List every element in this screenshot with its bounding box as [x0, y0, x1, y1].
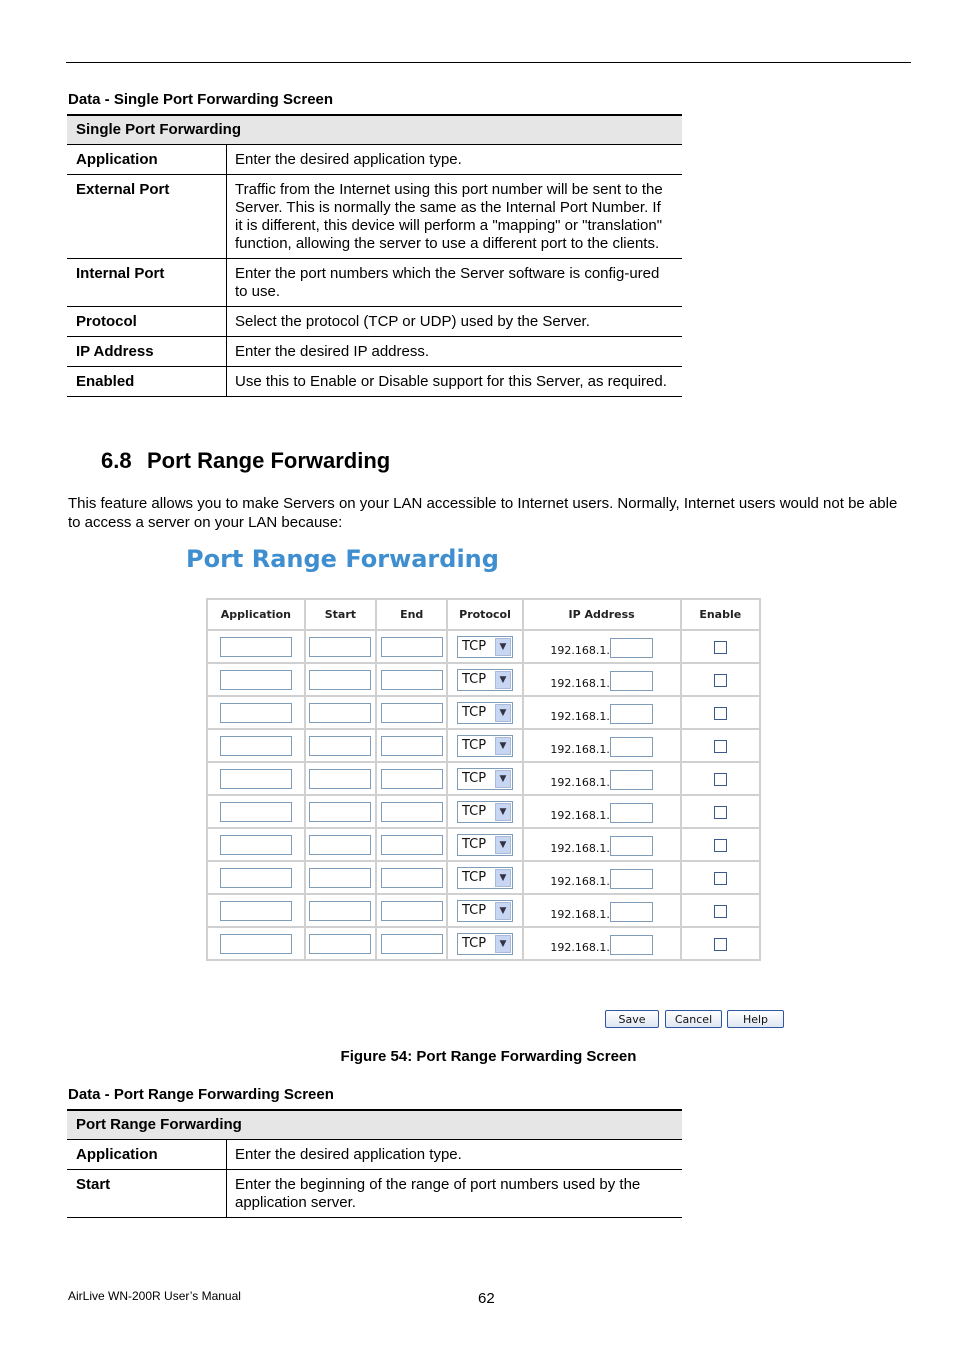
start-cell [305, 861, 376, 894]
screen-title: Port Range Forwarding [186, 545, 499, 573]
enable-checkbox[interactable] [714, 773, 727, 786]
ip-prefix: 192.168.1. [550, 710, 610, 723]
protocol-select[interactable] [457, 669, 513, 691]
row-key: Application [67, 1140, 227, 1170]
end-cell [376, 729, 447, 762]
application-cell [207, 696, 305, 729]
start-port-input[interactable] [309, 637, 371, 657]
protocol-value: TCP [462, 837, 487, 852]
form-row [207, 663, 760, 696]
start-cell [305, 696, 376, 729]
application-input[interactable] [220, 736, 292, 756]
end-cell [376, 663, 447, 696]
ip-last-octet-input[interactable] [610, 902, 653, 922]
protocol-value: TCP [462, 639, 487, 654]
protocol-select[interactable] [457, 834, 513, 856]
section-title: Port Range Forwarding [147, 448, 391, 473]
ip-cell [523, 696, 681, 729]
application-cell [207, 729, 305, 762]
col-ip-address: IP Address [523, 599, 681, 630]
protocol-cell [447, 729, 522, 762]
ip-cell [523, 828, 681, 861]
row-value: Enter the beginning of the range of port numbers used by the application server. [227, 1170, 683, 1218]
form-row [207, 762, 760, 795]
intro-paragraph: This feature allows you to make Servers on your LAN accessible to Internet users. Normally, Internet users would not be able to access a server on your LAN because: [68, 495, 898, 531]
application-input[interactable] [220, 835, 292, 855]
form-row [207, 795, 760, 828]
row-value: Enter the port numbers which the Server software is config-ured to use. [227, 259, 683, 307]
enable-cell [681, 795, 760, 828]
enable-cell [681, 630, 760, 663]
protocol-cell [447, 795, 522, 828]
table-row [67, 1140, 682, 1170]
application-input[interactable] [220, 670, 292, 690]
end-port-input[interactable] [381, 769, 443, 789]
protocol-value: TCP [462, 804, 487, 819]
start-cell [305, 663, 376, 696]
table-caption: Data - Single Port Forwarding Screen [68, 91, 334, 108]
chevron-down-icon[interactable]: ▼ [495, 704, 511, 722]
protocol-select[interactable] [457, 867, 513, 889]
ip-prefix: 192.168.1. [550, 875, 610, 888]
ip-cell [523, 729, 681, 762]
start-port-input[interactable] [309, 670, 371, 690]
cancel-button[interactable]: Cancel [665, 1010, 722, 1028]
ip-prefix: 192.168.1. [550, 809, 610, 822]
protocol-select[interactable] [457, 702, 513, 724]
start-cell [305, 894, 376, 927]
col-application: Application [207, 599, 305, 630]
figure-caption: Figure 54: Port Range Forwarding Screen [340, 1048, 637, 1065]
ip-last-octet-input[interactable] [610, 770, 653, 790]
form-row [207, 894, 760, 927]
protocol-cell [447, 630, 522, 663]
row-key: Enabled [67, 367, 227, 397]
col-enable: Enable [681, 599, 760, 630]
page-number: 62 [478, 1290, 495, 1307]
end-port-input[interactable] [381, 901, 443, 921]
header-rule [66, 62, 911, 63]
protocol-select[interactable] [457, 801, 513, 823]
application-input[interactable] [220, 769, 292, 789]
protocol-select[interactable] [457, 636, 513, 658]
protocol-value: TCP [462, 903, 487, 918]
end-port-input[interactable] [381, 703, 443, 723]
protocol-value: TCP [462, 705, 487, 720]
start-port-input[interactable] [309, 769, 371, 789]
start-cell [305, 762, 376, 795]
table-caption: Data - Port Range Forwarding Screen [68, 1086, 334, 1103]
enable-checkbox[interactable] [714, 938, 727, 951]
end-port-input[interactable] [381, 670, 443, 690]
protocol-value: TCP [462, 870, 487, 885]
start-cell [305, 729, 376, 762]
row-key: IP Address [67, 337, 227, 367]
application-cell [207, 762, 305, 795]
col-protocol: Protocol [447, 599, 522, 630]
row-value: Enter the desired application type. [227, 1140, 683, 1170]
chevron-down-icon[interactable]: ▼ [495, 836, 511, 854]
row-value: Enter the desired application type. [227, 145, 683, 175]
ip-last-octet-input[interactable] [610, 671, 653, 691]
start-port-input[interactable] [309, 934, 371, 954]
enable-checkbox[interactable] [714, 872, 727, 885]
enable-checkbox[interactable] [714, 839, 727, 852]
protocol-cell [447, 762, 522, 795]
port-range-forwarding-form [206, 598, 761, 961]
application-input[interactable] [220, 802, 292, 822]
end-cell [376, 762, 447, 795]
ip-last-octet-input[interactable] [610, 935, 653, 955]
end-port-input[interactable] [381, 802, 443, 822]
row-key: Protocol [67, 307, 227, 337]
chevron-down-icon[interactable]: ▼ [495, 671, 511, 689]
ip-cell [523, 795, 681, 828]
table-row [67, 307, 682, 337]
form-row [207, 630, 760, 663]
protocol-value: TCP [462, 771, 487, 786]
application-input[interactable] [220, 637, 292, 657]
row-key: Internal Port [67, 259, 227, 307]
application-cell [207, 927, 305, 960]
form-row [207, 927, 760, 960]
start-port-input[interactable] [309, 835, 371, 855]
ip-cell [523, 762, 681, 795]
protocol-value: TCP [462, 936, 487, 951]
chevron-down-icon[interactable]: ▼ [495, 902, 511, 920]
start-cell [305, 828, 376, 861]
application-cell [207, 894, 305, 927]
application-cell [207, 828, 305, 861]
end-port-input[interactable] [381, 934, 443, 954]
end-port-input[interactable] [381, 637, 443, 657]
protocol-select[interactable] [457, 735, 513, 757]
end-port-input[interactable] [381, 835, 443, 855]
ip-cell [523, 861, 681, 894]
ip-last-octet-input[interactable] [610, 704, 653, 724]
ip-prefix: 192.168.1. [550, 677, 610, 690]
enable-checkbox[interactable] [714, 674, 727, 687]
chevron-down-icon[interactable]: ▼ [495, 935, 511, 953]
start-port-input[interactable] [309, 901, 371, 921]
ip-last-octet-input[interactable] [610, 737, 653, 757]
end-cell [376, 861, 447, 894]
ip-prefix: 192.168.1. [550, 908, 610, 921]
enable-checkbox[interactable] [714, 707, 727, 720]
ip-cell [523, 927, 681, 960]
application-cell [207, 630, 305, 663]
start-cell [305, 795, 376, 828]
end-cell [376, 894, 447, 927]
table-row [67, 367, 682, 397]
chevron-down-icon[interactable]: ▼ [495, 803, 511, 821]
enable-cell [681, 762, 760, 795]
chevron-down-icon[interactable]: ▼ [495, 737, 511, 755]
single-port-forwarding-table [67, 114, 682, 397]
end-port-input[interactable] [381, 736, 443, 756]
start-port-input[interactable] [309, 703, 371, 723]
chevron-down-icon[interactable]: ▼ [495, 770, 511, 788]
ip-prefix: 192.168.1. [550, 644, 610, 657]
enable-checkbox[interactable] [714, 905, 727, 918]
start-port-input[interactable] [309, 736, 371, 756]
end-port-input[interactable] [381, 868, 443, 888]
ip-cell [523, 894, 681, 927]
row-value: Select the protocol (TCP or UDP) used by the Server. [227, 307, 683, 337]
row-key: Start [67, 1170, 227, 1218]
row-value: Use this to Enable or Disable support for this Server, as required. [227, 367, 683, 397]
form-row [207, 861, 760, 894]
start-port-input[interactable] [309, 868, 371, 888]
end-cell [376, 630, 447, 663]
ip-last-octet-input[interactable] [610, 836, 653, 856]
protocol-value: TCP [462, 738, 487, 753]
protocol-cell [447, 828, 522, 861]
protocol-select[interactable] [457, 900, 513, 922]
ip-cell [523, 630, 681, 663]
ip-prefix: 192.168.1. [550, 776, 610, 789]
ip-prefix: 192.168.1. [550, 941, 610, 954]
table-header: Port Range Forwarding [67, 1110, 682, 1140]
start-port-input[interactable] [309, 802, 371, 822]
footer-manual-name: AirLive WN-200R User’s Manual [68, 1289, 241, 1303]
ip-prefix: 192.168.1. [550, 842, 610, 855]
table-row [67, 175, 682, 259]
enable-checkbox[interactable] [714, 641, 727, 654]
enable-cell [681, 861, 760, 894]
end-cell [376, 696, 447, 729]
end-cell [376, 927, 447, 960]
protocol-cell [447, 663, 522, 696]
application-input[interactable] [220, 934, 292, 954]
save-button[interactable]: Save [605, 1010, 659, 1028]
enable-cell [681, 696, 760, 729]
row-key: Application [67, 145, 227, 175]
form-row [207, 828, 760, 861]
chevron-down-icon[interactable]: ▼ [495, 638, 511, 656]
start-cell [305, 630, 376, 663]
table-header: Single Port Forwarding [67, 115, 682, 145]
ip-last-octet-input[interactable] [610, 869, 653, 889]
chevron-down-icon[interactable]: ▼ [495, 869, 511, 887]
protocol-cell [447, 927, 522, 960]
application-cell [207, 795, 305, 828]
ip-last-octet-input[interactable] [610, 638, 653, 658]
protocol-cell [447, 861, 522, 894]
enable-checkbox[interactable] [714, 806, 727, 819]
end-cell [376, 795, 447, 828]
col-start: Start [305, 599, 376, 630]
application-cell [207, 663, 305, 696]
enable-cell [681, 729, 760, 762]
section-number: 6.8 [101, 448, 132, 473]
table-row [67, 337, 682, 367]
row-value: Traffic from the Internet using this port number will be sent to the Server. This is normally the same as the Internal Port Number. If it is different, this device will perform a "mapping" or "translation" function, allowing the server to use a different port to the clients. [227, 175, 683, 259]
protocol-cell [447, 696, 522, 729]
enable-cell [681, 663, 760, 696]
end-cell [376, 828, 447, 861]
application-cell [207, 861, 305, 894]
protocol-select[interactable] [457, 933, 513, 955]
table-row [67, 1170, 682, 1218]
protocol-value: TCP [462, 672, 487, 687]
enable-checkbox[interactable] [714, 740, 727, 753]
ip-cell [523, 663, 681, 696]
enable-cell [681, 927, 760, 960]
row-key: External Port [67, 175, 227, 259]
form-row [207, 696, 760, 729]
application-input[interactable] [220, 868, 292, 888]
application-input[interactable] [220, 901, 292, 921]
ip-prefix: 192.168.1. [550, 743, 610, 756]
application-input[interactable] [220, 703, 292, 723]
port-range-forwarding-table [67, 1109, 682, 1218]
help-button[interactable]: Help [727, 1010, 784, 1028]
table-row [67, 259, 682, 307]
form-row [207, 729, 760, 762]
row-value: Enter the desired IP address. [227, 337, 683, 367]
enable-cell [681, 894, 760, 927]
form-rows [207, 630, 760, 960]
table-row [67, 145, 682, 175]
ip-last-octet-input[interactable] [610, 803, 653, 823]
protocol-cell [447, 894, 522, 927]
start-cell [305, 927, 376, 960]
enable-cell [681, 828, 760, 861]
section-heading [101, 448, 390, 474]
protocol-select[interactable] [457, 768, 513, 790]
col-end: End [376, 599, 447, 630]
